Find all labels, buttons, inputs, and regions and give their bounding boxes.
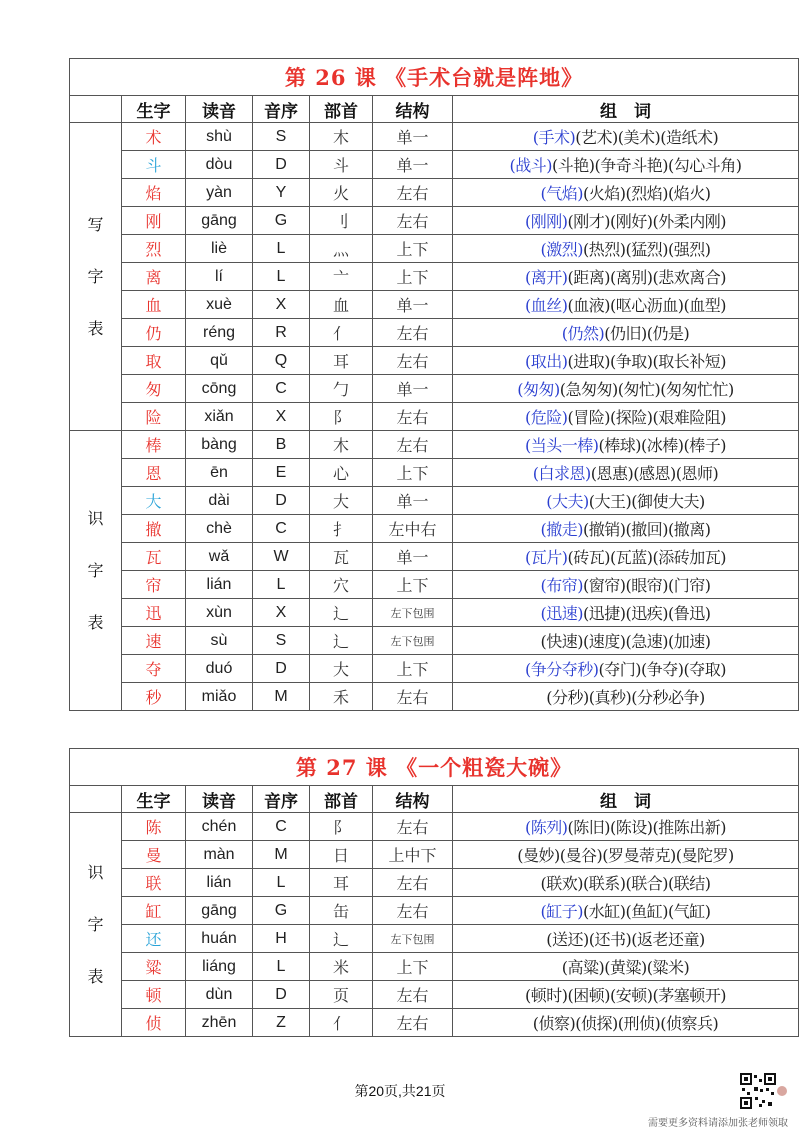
initial-letter-cell: C <box>253 813 310 841</box>
character-cell: 术 <box>122 123 186 151</box>
structure-cell: 单一 <box>373 123 453 151</box>
word-group: (陈旧)(陈设)(推陈出新) <box>567 818 726 837</box>
structure-cell: 上下 <box>373 571 453 599</box>
table-row <box>70 515 799 543</box>
character-cell: 帘 <box>122 571 186 599</box>
table-row <box>70 1009 799 1037</box>
words-cell <box>453 1009 799 1037</box>
word-group: (急匆匆)(匆忙)(匆匆忙忙) <box>559 380 734 399</box>
table-row <box>70 347 799 375</box>
word-group: (送还)(还书)(返老还童) <box>546 930 705 949</box>
structure-cell: 左右 <box>373 347 453 375</box>
radical-cell: 勹 <box>310 375 373 403</box>
pinyin-cell: màn <box>186 841 253 869</box>
character-cell: 陈 <box>122 813 186 841</box>
pinyin-cell: duó <box>186 655 253 683</box>
column-header: 生字 <box>122 786 186 813</box>
words-cell <box>453 543 799 571</box>
structure-cell: 左下包围 <box>373 599 453 627</box>
structure-cell: 上下 <box>373 459 453 487</box>
structure-cell: 左右 <box>373 897 453 925</box>
radical-cell: 日 <box>310 841 373 869</box>
table-row <box>70 627 799 655</box>
table-row <box>70 403 799 431</box>
initial-letter-cell: G <box>253 897 310 925</box>
words-cell <box>453 263 799 291</box>
structure-cell: 左右 <box>373 683 453 711</box>
structure-cell: 左右 <box>373 179 453 207</box>
word-group: (斗艳)(争奇斗艳)(勾心斗角) <box>552 156 742 175</box>
column-header: 部首 <box>310 786 373 813</box>
word-group: (迅捷)(迅疾)(鲁迅) <box>583 604 711 623</box>
words-cell <box>453 403 799 431</box>
radical-cell: 扌 <box>310 515 373 543</box>
table-row <box>70 655 799 683</box>
word-group: (联欢)(联系)(联合)(联结) <box>540 874 711 893</box>
initial-letter-cell: Q <box>253 347 310 375</box>
radical-cell: 木 <box>310 431 373 459</box>
character-cell: 刚 <box>122 207 186 235</box>
pinyin-cell: wǎ <box>186 543 253 571</box>
table-row <box>70 841 799 869</box>
structure-cell: 上下 <box>373 263 453 291</box>
word-group: (气焰) <box>540 184 584 203</box>
structure-cell: 单一 <box>373 151 453 179</box>
pinyin-cell: ēn <box>186 459 253 487</box>
pinyin-cell: shù <box>186 123 253 151</box>
word-group: (手术) <box>532 128 576 147</box>
character-cell: 迅 <box>122 599 186 627</box>
page-number: 第20页,共21页 <box>354 1083 446 1099</box>
structure-cell: 单一 <box>373 291 453 319</box>
structure-cell: 左中右 <box>373 515 453 543</box>
column-header: 结构 <box>373 96 453 123</box>
section-label-char: 表 <box>87 966 104 986</box>
word-group: (争分夺秒) <box>525 660 599 679</box>
word-group: (分秒)(真秒)(分秒必争) <box>546 688 705 707</box>
words-cell <box>453 869 799 897</box>
initial-letter-cell: X <box>253 599 310 627</box>
structure-cell: 单一 <box>373 487 453 515</box>
table-row <box>70 981 799 1009</box>
initial-letter-cell: X <box>253 291 310 319</box>
word-group: (火焰)(烈焰)(焰火) <box>583 184 711 203</box>
structure-cell: 上下 <box>373 953 453 981</box>
word-group: (撤走) <box>540 520 584 539</box>
lesson-26-table <box>69 58 799 711</box>
words-cell <box>453 813 799 841</box>
character-cell: 撤 <box>122 515 186 543</box>
character-cell: 离 <box>122 263 186 291</box>
lesson-title: 第 26 课 《手术台就是阵地》 <box>70 59 799 96</box>
structure-cell: 左右 <box>373 981 453 1009</box>
word-group: (仍旧)(仍是) <box>604 324 690 343</box>
pinyin-cell: miǎo <box>186 683 253 711</box>
footer-note: 需要更多资料请添加张老师领取 <box>648 1118 788 1129</box>
word-group: (陈列) <box>525 818 568 837</box>
table-row <box>70 207 799 235</box>
radical-cell: 灬 <box>310 235 373 263</box>
table-row <box>70 925 799 953</box>
character-cell: 还 <box>122 925 186 953</box>
pinyin-cell: huán <box>186 925 253 953</box>
character-cell: 夺 <box>122 655 186 683</box>
table-row <box>70 869 799 897</box>
radical-cell: 页 <box>310 981 373 1009</box>
pinyin-cell: liè <box>186 235 253 263</box>
table-row <box>70 235 799 263</box>
word-group: (夺门)(争夺)(夺取) <box>598 660 726 679</box>
word-group: (激烈) <box>540 240 584 259</box>
table-row <box>70 813 799 841</box>
table-row <box>70 431 799 459</box>
words-cell <box>453 655 799 683</box>
character-cell: 曼 <box>122 841 186 869</box>
character-cell: 瓦 <box>122 543 186 571</box>
word-group: (水缸)(鱼缸)(气缸) <box>583 902 711 921</box>
section-label-char: 字 <box>87 266 104 286</box>
header-row <box>70 96 799 123</box>
section-label <box>70 431 122 711</box>
section-label-char: 字 <box>87 560 104 580</box>
pinyin-cell: gāng <box>186 897 253 925</box>
word-group: (热烈)(猛烈)(强烈) <box>583 240 711 259</box>
radical-cell: 亻 <box>310 319 373 347</box>
initial-letter-cell: X <box>253 403 310 431</box>
section-label-char: 表 <box>87 318 104 338</box>
table-row <box>70 571 799 599</box>
pinyin-cell: xùn <box>186 599 253 627</box>
table-row <box>70 291 799 319</box>
initial-letter-cell: S <box>253 627 310 655</box>
character-cell: 速 <box>122 627 186 655</box>
pinyin-cell: chén <box>186 813 253 841</box>
table-row <box>70 599 799 627</box>
radical-cell: 禾 <box>310 683 373 711</box>
character-cell: 棒 <box>122 431 186 459</box>
character-cell: 血 <box>122 291 186 319</box>
pinyin-cell: dài <box>186 487 253 515</box>
word-group: (窗帘)(眼帘)(门帘) <box>583 576 711 595</box>
word-group: (战斗) <box>509 156 553 175</box>
initial-letter-cell: L <box>253 953 310 981</box>
table-row <box>70 263 799 291</box>
word-group: (当头一棒) <box>525 436 599 455</box>
word-group: (高粱)(黄粱)(粱米) <box>561 958 690 977</box>
radical-cell: 米 <box>310 953 373 981</box>
initial-letter-cell: C <box>253 515 310 543</box>
words-cell <box>453 683 799 711</box>
word-group: (曼妙)(曼谷)(罗曼蒂克)(曼陀罗) <box>517 846 734 865</box>
character-cell: 侦 <box>122 1009 186 1037</box>
structure-cell: 左右 <box>373 813 453 841</box>
word-group: (棒球)(冰棒)(棒子) <box>598 436 726 455</box>
word-group: (仍然) <box>561 324 605 343</box>
words-cell <box>453 571 799 599</box>
initial-letter-cell: B <box>253 431 310 459</box>
radical-cell: 刂 <box>310 207 373 235</box>
header-blank <box>70 96 122 123</box>
radical-cell: 瓦 <box>310 543 373 571</box>
table-row <box>70 487 799 515</box>
word-group: (大王)(御使大夫) <box>588 492 705 511</box>
word-group: (白求恩) <box>532 464 591 483</box>
word-group: (危险) <box>525 408 568 427</box>
pinyin-cell: dùn <box>186 981 253 1009</box>
words-cell <box>453 179 799 207</box>
words-cell <box>453 627 799 655</box>
table-row <box>70 897 799 925</box>
structure-cell: 左右 <box>373 431 453 459</box>
initial-letter-cell: M <box>253 683 310 711</box>
initial-letter-cell: Y <box>253 179 310 207</box>
radical-cell: 辶 <box>310 627 373 655</box>
words-cell <box>453 841 799 869</box>
initial-letter-cell: W <box>253 543 310 571</box>
word-group: (刚才)(刚好)(外柔内刚) <box>567 212 726 231</box>
word-group: (瓦片) <box>525 548 568 567</box>
section-label-char: 识 <box>87 862 104 882</box>
table-row <box>70 375 799 403</box>
pinyin-cell: dòu <box>186 151 253 179</box>
table-row <box>70 543 799 571</box>
section-label-char: 字 <box>87 914 104 934</box>
word-group: (迅速) <box>540 604 584 623</box>
initial-letter-cell: D <box>253 487 310 515</box>
radical-cell: 辶 <box>310 925 373 953</box>
pinyin-cell: chè <box>186 515 253 543</box>
words-cell <box>453 151 799 179</box>
words-cell <box>453 925 799 953</box>
word-group: (撤销)(撤回)(撤离) <box>583 520 711 539</box>
pinyin-cell: qǔ <box>186 347 253 375</box>
column-header: 读音 <box>186 786 253 813</box>
table-row <box>70 151 799 179</box>
word-group: (砖瓦)(瓦蓝)(添砖加瓦) <box>567 548 726 567</box>
table-row <box>70 953 799 981</box>
initial-letter-cell: D <box>253 655 310 683</box>
words-cell <box>453 375 799 403</box>
pinyin-cell: xuè <box>186 291 253 319</box>
character-cell: 险 <box>122 403 186 431</box>
character-cell: 仍 <box>122 319 186 347</box>
radical-cell: 大 <box>310 655 373 683</box>
character-cell: 匆 <box>122 375 186 403</box>
word-group: (大夫) <box>546 492 589 511</box>
word-group: (顿时)(困顿)(安顿)(茅塞顿开) <box>525 986 726 1005</box>
radical-cell: 火 <box>310 179 373 207</box>
radical-cell: 斗 <box>310 151 373 179</box>
column-header: 组 词 <box>453 96 799 123</box>
word-group: (距离)(离别)(悲欢离合) <box>567 268 726 287</box>
words-cell <box>453 319 799 347</box>
character-cell: 取 <box>122 347 186 375</box>
table-row <box>70 459 799 487</box>
table-row <box>70 123 799 151</box>
character-cell: 粱 <box>122 953 186 981</box>
header-row <box>70 786 799 813</box>
word-group: (冒险)(探险)(艰难险阻) <box>567 408 726 427</box>
title-row <box>70 749 799 786</box>
initial-letter-cell: G <box>253 207 310 235</box>
section-label-char: 识 <box>87 508 104 528</box>
structure-cell: 左右 <box>373 1009 453 1037</box>
radical-cell: 血 <box>310 291 373 319</box>
radical-cell: 亠 <box>310 263 373 291</box>
radical-cell: 耳 <box>310 347 373 375</box>
word-group: (快速)(速度)(急速)(加速) <box>540 632 711 651</box>
words-cell <box>453 459 799 487</box>
words-cell <box>453 953 799 981</box>
pinyin-cell: liáng <box>186 953 253 981</box>
lesson-27-table <box>69 748 799 1037</box>
character-cell: 联 <box>122 869 186 897</box>
radical-cell: 阝 <box>310 813 373 841</box>
initial-letter-cell: R <box>253 319 310 347</box>
column-header: 音序 <box>253 96 310 123</box>
column-header: 部首 <box>310 96 373 123</box>
words-cell <box>453 599 799 627</box>
word-group: (布帘) <box>540 576 584 595</box>
structure-cell: 左右 <box>373 207 453 235</box>
radical-cell: 穴 <box>310 571 373 599</box>
character-cell: 缸 <box>122 897 186 925</box>
header-blank <box>70 786 122 813</box>
word-group: (艺术)(美术)(造纸术) <box>575 128 719 147</box>
words-cell <box>453 235 799 263</box>
character-cell: 秒 <box>122 683 186 711</box>
character-cell: 恩 <box>122 459 186 487</box>
structure-cell: 左下包围 <box>373 627 453 655</box>
table-row <box>70 179 799 207</box>
structure-cell: 左右 <box>373 403 453 431</box>
section-label-char: 表 <box>87 612 104 632</box>
words-cell <box>453 123 799 151</box>
words-cell <box>453 291 799 319</box>
pinyin-cell: gāng <box>186 207 253 235</box>
structure-cell: 左下包围 <box>373 925 453 953</box>
initial-letter-cell: D <box>253 151 310 179</box>
word-group: (离开) <box>525 268 568 287</box>
structure-cell: 单一 <box>373 375 453 403</box>
column-header: 组 词 <box>453 786 799 813</box>
words-cell <box>453 431 799 459</box>
word-group: (侦察)(侦探)(刑侦)(侦察兵) <box>532 1014 719 1033</box>
radical-cell: 辶 <box>310 599 373 627</box>
initial-letter-cell: L <box>253 869 310 897</box>
pinyin-cell: cōng <box>186 375 253 403</box>
structure-cell: 左右 <box>373 869 453 897</box>
structure-cell: 单一 <box>373 543 453 571</box>
word-group: (匆匆) <box>517 380 560 399</box>
character-cell: 大 <box>122 487 186 515</box>
initial-letter-cell: L <box>253 235 310 263</box>
initial-letter-cell: Z <box>253 1009 310 1037</box>
table-row <box>70 319 799 347</box>
pinyin-cell: lí <box>186 263 253 291</box>
qr-code-icon <box>740 1073 788 1109</box>
column-header: 结构 <box>373 786 453 813</box>
pinyin-cell: zhēn <box>186 1009 253 1037</box>
word-group: (取出) <box>525 352 568 371</box>
words-cell <box>453 207 799 235</box>
structure-cell: 上中下 <box>373 841 453 869</box>
section-label <box>70 813 122 1037</box>
word-group: (进取)(争取)(取长补短) <box>567 352 726 371</box>
column-header: 读音 <box>186 96 253 123</box>
title-row <box>70 59 799 96</box>
pinyin-cell: sù <box>186 627 253 655</box>
words-cell <box>453 515 799 543</box>
words-cell <box>453 897 799 925</box>
initial-letter-cell: L <box>253 263 310 291</box>
character-cell: 顿 <box>122 981 186 1009</box>
column-header: 音序 <box>253 786 310 813</box>
word-group: (刚刚) <box>525 212 568 231</box>
initial-letter-cell: D <box>253 981 310 1009</box>
section-label <box>70 123 122 431</box>
initial-letter-cell: L <box>253 571 310 599</box>
radical-cell: 缶 <box>310 897 373 925</box>
structure-cell: 左右 <box>373 319 453 347</box>
words-cell <box>453 347 799 375</box>
lesson-title: 第 27 课 《一个粗瓷大碗》 <box>70 749 799 786</box>
radical-cell: 阝 <box>310 403 373 431</box>
radical-cell: 心 <box>310 459 373 487</box>
pinyin-cell: réng <box>186 319 253 347</box>
pinyin-cell: lián <box>186 571 253 599</box>
word-group: (血液)(呕心沥血)(血型) <box>567 296 726 315</box>
pinyin-cell: xiǎn <box>186 403 253 431</box>
structure-cell: 上下 <box>373 235 453 263</box>
word-group: (缸子) <box>540 902 584 921</box>
initial-letter-cell: E <box>253 459 310 487</box>
word-group: (血丝) <box>525 296 568 315</box>
character-cell: 焰 <box>122 179 186 207</box>
initial-letter-cell: C <box>253 375 310 403</box>
column-header: 生字 <box>122 96 186 123</box>
section-label-char: 写 <box>87 214 104 234</box>
radical-cell: 亻 <box>310 1009 373 1037</box>
initial-letter-cell: M <box>253 841 310 869</box>
words-cell <box>453 487 799 515</box>
character-cell: 斗 <box>122 151 186 179</box>
radical-cell: 木 <box>310 123 373 151</box>
radical-cell: 耳 <box>310 869 373 897</box>
radical-cell: 大 <box>310 487 373 515</box>
pinyin-cell: bàng <box>186 431 253 459</box>
initial-letter-cell: S <box>253 123 310 151</box>
word-group: (恩惠)(感恩)(恩师) <box>590 464 719 483</box>
pinyin-cell: lián <box>186 869 253 897</box>
structure-cell: 上下 <box>373 655 453 683</box>
words-cell <box>453 981 799 1009</box>
table-row <box>70 683 799 711</box>
initial-letter-cell: H <box>253 925 310 953</box>
pinyin-cell: yàn <box>186 179 253 207</box>
character-cell: 烈 <box>122 235 186 263</box>
